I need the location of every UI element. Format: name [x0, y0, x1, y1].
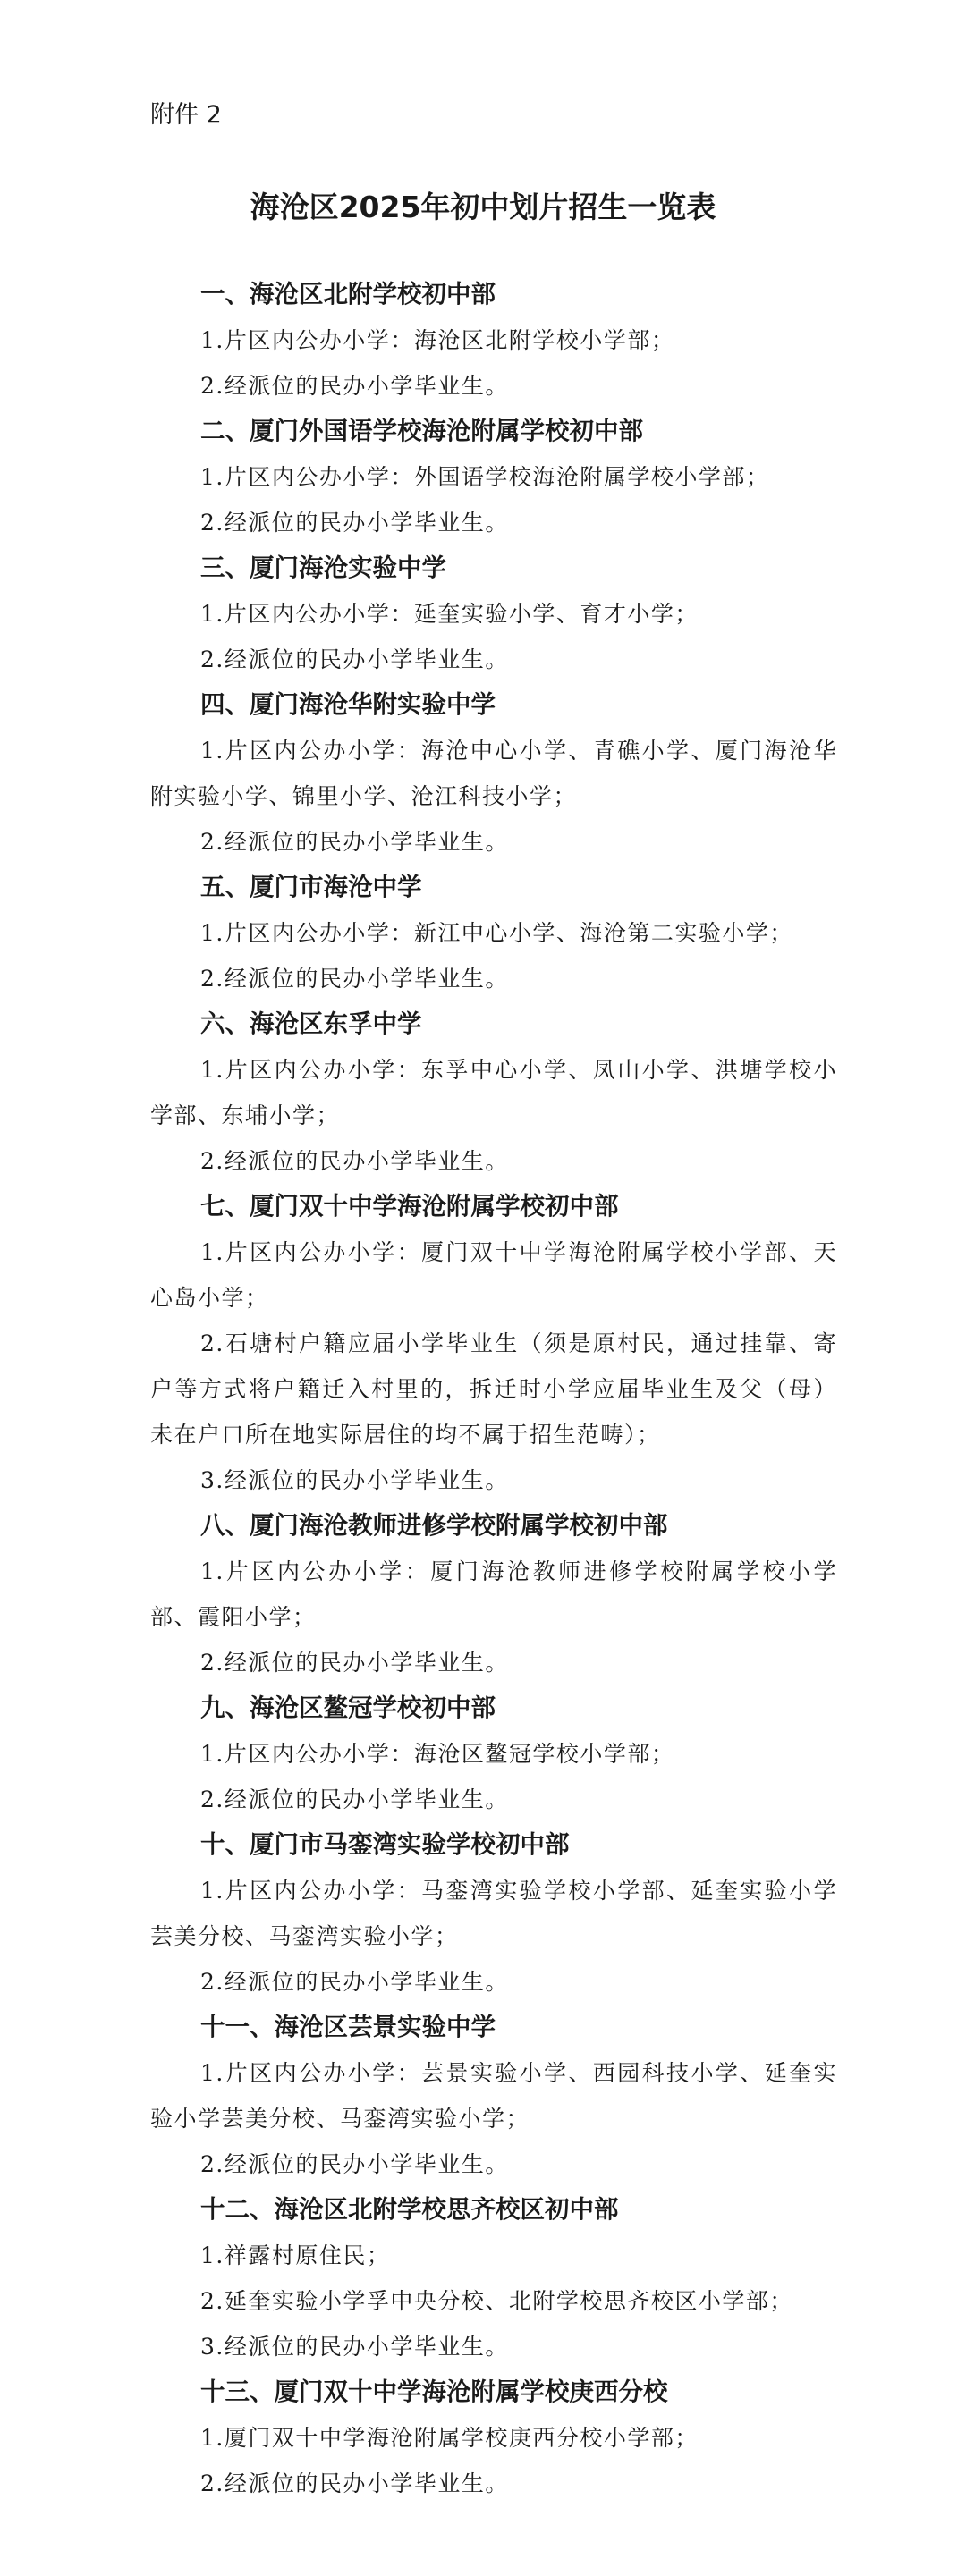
attachment-label: 附件 2: [150, 101, 222, 129]
section-heading: 十一、海沧区芸景实验中学: [200, 2013, 496, 2041]
section-item: 2.经派位的民办小学毕业生。: [200, 510, 509, 536]
section-heading: 六、海沧区东孚中学: [200, 1009, 422, 1038]
section-10: [150, 1822, 837, 2005]
section-2: [150, 409, 837, 545]
section-heading: 九、海沧区鳌冠学校初中部: [200, 1693, 496, 1722]
section-item: 2.经派位的民办小学毕业生。: [200, 829, 509, 855]
section-item: 1.片区内公办小学：马銮湾实验学校小学部、延奎实验小学芸美分校、马銮湾实验小学；: [150, 1878, 837, 1949]
section-heading: 二、厦门外国语学校海沧附属学校初中部: [200, 417, 643, 445]
section-heading: 一、海沧区北附学校初中部: [200, 280, 496, 308]
section-11: [150, 2005, 837, 2187]
section-heading: 七、厦门双十中学海沧附属学校初中部: [200, 1192, 619, 1220]
section-13: [150, 2369, 837, 2506]
document-title: 海沧区2025年初中划片招生一览表: [250, 190, 716, 224]
section-item: 1.片区内公办小学：海沧中心小学、青礁小学、厦门海沧华附实验小学、锦里小学、沧江科技小学；: [150, 738, 837, 809]
section-heading: 四、厦门海沧华附实验中学: [200, 690, 496, 719]
section-item: 1.片区内公办小学：海沧区北附学校小学部；: [200, 327, 675, 353]
section-heading: 十二、海沧区北附学校思齐校区初中部: [200, 2195, 619, 2224]
section-heading: 五、厦门市海沧中学: [200, 873, 422, 901]
section-item: 1.片区内公办小学：延奎实验小学、育才小学；: [200, 601, 699, 627]
section-item: 1.片区内公办小学：海沧区鳌冠学校小学部；: [200, 1741, 675, 1767]
document-body: [150, 272, 837, 2506]
section-item: 2.经派位的民办小学毕业生。: [200, 2470, 509, 2496]
section-item: 2.经派位的民办小学毕业生。: [200, 2151, 509, 2177]
section-item: 2.延奎实验小学孚中央分校、北附学校思齐校区小学部；: [200, 2288, 793, 2314]
section-item: 2.石塘村户籍应届小学毕业生（须是原村民，通过挂靠、寄户等方式将户籍迁入村里的，拆迁时小学应届毕业生及父（母）未在户口所在地实际居住的均不属于招生范畴）；: [150, 1330, 837, 1448]
section-7: [150, 1184, 837, 1503]
section-item: 2.经派位的民办小学毕业生。: [200, 1148, 509, 1174]
section-heading: 十三、厦门双十中学海沧附属学校庚西分校: [200, 2378, 668, 2406]
section-item: 2.经派位的民办小学毕业生。: [200, 373, 509, 399]
section-5: [150, 865, 837, 1001]
section-item: 2.经派位的民办小学毕业生。: [200, 1786, 509, 1812]
section-item: 2.经派位的民办小学毕业生。: [200, 966, 509, 992]
section-item: 1.厦门双十中学海沧附属学校庚西分校小学部；: [200, 2425, 699, 2451]
section-item: 3.经派位的民办小学毕业生。: [200, 1467, 509, 1493]
section-12: [150, 2187, 837, 2369]
section-3: [150, 545, 837, 682]
section-1: [150, 272, 837, 409]
section-heading: 八、厦门海沧教师进修学校附属学校初中部: [200, 1511, 668, 1540]
section-item: 2.经派位的民办小学毕业生。: [200, 646, 509, 672]
section-item: 1.片区内公办小学：外国语学校海沧附属学校小学部；: [200, 464, 770, 490]
section-item: 1.片区内公办小学：新江中心小学、海沧第二实验小学；: [200, 920, 793, 946]
section-heading: 三、厦门海沧实验中学: [200, 553, 446, 582]
section-8: [150, 1503, 837, 1685]
section-heading: 十、厦门市马銮湾实验学校初中部: [200, 1830, 570, 1859]
section-9: [150, 1685, 837, 1822]
section-6: [150, 1001, 837, 1184]
section-item: 2.经派位的民办小学毕业生。: [200, 1650, 509, 1676]
section-item: 1.片区内公办小学：芸景实验小学、西园科技小学、延奎实验小学芸美分校、马銮湾实验小学；: [150, 2060, 837, 2132]
section-item: 1.祥露村原住民；: [200, 2242, 391, 2268]
section-item: 1.片区内公办小学：厦门双十中学海沧附属学校小学部、天心岛小学；: [150, 1239, 837, 1311]
section-item: 3.经派位的民办小学毕业生。: [200, 2334, 509, 2360]
section-item: 1.片区内公办小学：东孚中心小学、凤山小学、洪塘学校小学部、东埔小学；: [150, 1057, 837, 1128]
section-item: 1.片区内公办小学：厦门海沧教师进修学校附属学校小学部、霞阳小学；: [150, 1558, 837, 1630]
section-4: [150, 682, 837, 865]
section-item: 2.经派位的民办小学毕业生。: [200, 1969, 509, 1995]
